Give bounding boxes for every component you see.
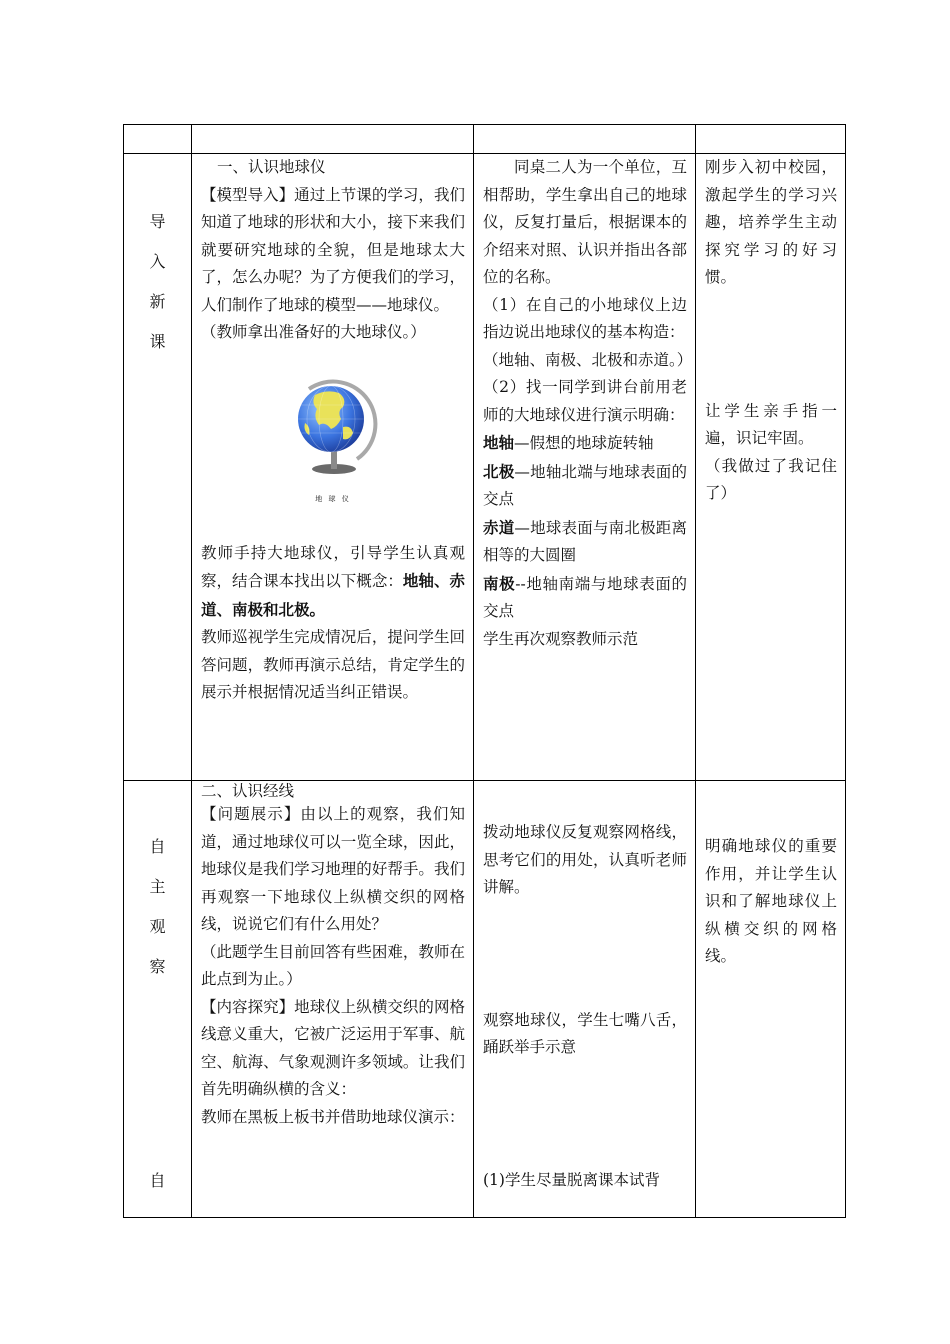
paragraph: 教师巡视学生完成情况后，提问学生回答问题，教师再演示总结，肯定学生的展示并根据情况适当纠正错误。 — [201, 628, 465, 701]
section-label-cell — [124, 781, 192, 1218]
paragraph: 【问题展示】由以上的观察，我们知道，通过地球仪可以一览全球，因此，地球仪是我们学习地理的好帮手。我们再观察一下地球仪上纵横交织的网格线，说说它们有什么用处？ — [201, 805, 465, 933]
section-heading: 二、认识经线 — [201, 782, 295, 800]
figure-caption: 地 球 仪 — [315, 495, 351, 503]
paragraph: 学生再次观察教师示范 — [483, 629, 639, 648]
paragraph: 观察地球仪，学生七嘴八舌，踊跃举手示意 — [483, 1010, 687, 1056]
lesson-plan-table — [123, 124, 846, 1218]
paragraph: 刚步入初中校园，激起学生的学习兴趣，培养学生主动探究学习的好习惯。 — [705, 158, 837, 286]
section-label-cell — [124, 154, 192, 781]
paragraph: 明确地球仪的重要作用，并让学生认识和了解地球仪上纵横交织的网格线。 — [705, 837, 837, 965]
paragraph: （此题学生目前回答有些困难，教师在此点到为止。） — [201, 942, 465, 988]
definition-item: 南极--地轴南端与地球表面的交点 — [483, 573, 687, 620]
header-cell — [474, 125, 696, 154]
paragraph: （教师拿出准备好的大地球仪。） — [201, 323, 426, 341]
paragraph: （我做过了我记住了） — [705, 456, 837, 502]
paragraph: (1)学生尽量脱离课本试背 — [483, 1170, 660, 1189]
header-cell — [696, 125, 846, 154]
paragraph: 【内容探究】地球仪上纵横交织的网格线意义重大，它被广泛运用于军事、航空、航海、气象观测许多领域。让我们首先明确纵横的含义： — [201, 997, 465, 1098]
paragraph: 教师在黑板上板书并借助地球仪演示： — [201, 1107, 465, 1126]
design-intent-cell — [696, 154, 846, 781]
paragraph: （2）找一同学到讲台前用老师的大地球仪进行演示明确： — [483, 378, 687, 424]
globe-figure — [201, 347, 465, 528]
section-label: 导 入 新 课 — [149, 212, 166, 351]
section-label: 自 主 观 察 — [149, 837, 166, 976]
teacher-activity-cell — [192, 154, 474, 781]
globe-image — [287, 371, 379, 481]
paragraph: 教师手持大地球仪，引导学生认真观察，结合课本找出以下概念：地轴、赤道、南极和北极。 — [201, 543, 465, 619]
student-activity-cell — [474, 154, 696, 781]
paragraph: （1）在自己的小地球仪上边指边说出地球仪的基本构造： — [483, 295, 687, 341]
student-activity-cell — [474, 781, 696, 1218]
table-header-row — [124, 125, 846, 154]
definition-item: 地轴—假想的地球旋转轴 — [483, 433, 654, 452]
definition-item: 赤道—地球表面与南北极距离相等的大圆圈 — [483, 517, 687, 564]
header-cell — [124, 125, 192, 154]
header-cell — [192, 125, 474, 154]
paragraph: 【模型导入】通过上节课的学习，我们知道了地球的形状和大小，接下来我们就要研究地球的全貌，但是地球太大了，怎么办呢？为了方便我们的学习，人们制作了地球的模型——地球仪。 — [201, 185, 465, 314]
design-intent-cell — [696, 781, 846, 1218]
paragraph: 同桌二人为一个单位，互相帮助，学生拿出自己的地球仪，反复打量后，根据课本的介绍来对照、认识并指出各部位的名称。 — [483, 158, 687, 286]
paragraph: （地轴、南极、北极和赤道。） — [483, 350, 693, 369]
definition-item: 北极—地轴北端与地球表面的交点 — [483, 461, 687, 508]
teacher-activity-cell — [192, 781, 474, 1218]
paragraph: 拨动地球仪反复观察网格线，思考它们的用处，认真听老师讲解。 — [483, 823, 687, 896]
table-row — [124, 154, 846, 781]
table-row — [124, 781, 846, 1218]
section-heading: 一、认识地球仪 — [217, 158, 326, 176]
paragraph: 让学生亲手指一遍，识记牢固。 — [705, 401, 837, 447]
section-label-continued: 自 — [149, 1171, 166, 1190]
